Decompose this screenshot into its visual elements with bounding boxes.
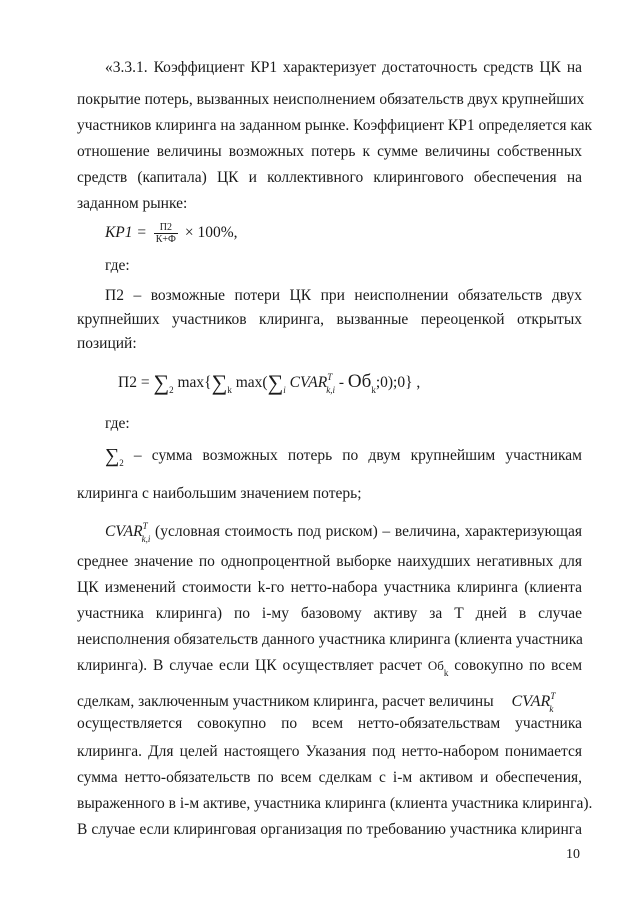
cvar-def-line-12: В случае если клиринговая организация по требованию участника клиринга <box>77 821 582 838</box>
formula-p2-cvar: CVAR <box>289 374 328 391</box>
paragraph-1-line-1: «3.3.1. Коэффициент КР1 характеризует достаточность средств ЦК на <box>105 59 582 76</box>
sum-symbol-k: ∑ <box>211 370 228 395</box>
where-label-1: где: <box>105 257 130 274</box>
sum-i-subscript: i <box>283 385 286 395</box>
formula-p2 <box>118 370 420 396</box>
formula-kr1-lhs: КР1 = <box>105 224 147 242</box>
formula-kr1-numerator: П2 <box>154 222 178 234</box>
formula-p2-lhs: П2 = <box>118 374 150 391</box>
cvar-def-line-6 <box>77 656 582 683</box>
formula-p2-cvar-sub: k,i <box>326 385 335 395</box>
formula-kr1-rhs: × 100%, <box>184 224 238 242</box>
cvar-def-line-6b: совокупно по всем <box>454 657 583 674</box>
sum-symbol-i: ∑ <box>267 370 284 395</box>
paragraph-2-line-3: позиций: <box>77 335 137 352</box>
formula-p2-cvar-sup: T <box>327 372 333 382</box>
cvar-def-line-5: неисполнения обязательств данного участника клиринга (клиента участника <box>77 631 583 648</box>
cvar-def-sup: T <box>142 521 148 531</box>
cvar-def-term-2-sub: k <box>549 704 554 714</box>
cvar-def-term-2-sup: T <box>550 691 556 701</box>
cvar-def-line-4: участника клиринга) по i-му базовому активу за Т дней в случае <box>77 605 582 622</box>
cvar-def-ob-sub: k <box>443 668 449 678</box>
cvar-def-line-6a: клиринга). В случае если ЦК осуществляет расчет <box>77 657 422 674</box>
formula-kr1-denominator: К+Ф <box>155 234 176 245</box>
sigma-def-line-2: клиринга с наибольшим значением потерь; <box>77 485 362 502</box>
cvar-def-first-line: (условная стоимость под риском) – величина, характеризующая <box>155 523 582 540</box>
formula-p2-ob-sub: k <box>371 385 376 395</box>
formula-p2-max1: max{ <box>177 374 212 391</box>
paragraph-2-line-1: П2 – возможные потери ЦК при неисполнении обязательств двух <box>105 287 582 304</box>
cvar-def-line-3: ЦК изменений стоимости k-го нетто-набора участника клиринга (клиента <box>77 579 582 596</box>
formula-p2-ob: Об <box>347 371 372 392</box>
formula-p2-minus: - <box>335 374 348 391</box>
sum-outer-subscript: 2 <box>169 385 174 395</box>
paragraph-2-line-2: крупнейших участников клиринга, вызванные переоценкой открытых <box>77 311 582 328</box>
paragraph-1-line-6: заданном рынке: <box>77 195 188 212</box>
paragraph-1-line-4: отношение величины возможных потерь к сумме величины собственных <box>77 143 582 160</box>
sum-k-subscript: k <box>227 385 232 395</box>
paragraph-1-line-5: средств (капитала) ЦК и коллективного клирингового обеспечения на <box>77 169 582 186</box>
cvar-def-line-8: осуществляется совокупно по всем нетто-обязательствам участника <box>77 715 582 732</box>
cvar-def-line-9: клиринга. Для целей настоящего Указания под нетто-набором понимается <box>77 743 582 760</box>
paragraph-1-line-2: покрытие потерь, вызванных неисполнением обязательств двух крупнейших <box>77 91 585 108</box>
page-number: 10 <box>566 847 580 862</box>
paragraph-1-line-3: участников клиринга на заданном рынке. Коэффициент КР1 определяется как <box>77 117 593 134</box>
cvar-def-line-10: сумма нетто-обязательств по всем сделкам с i-м активом и обеспечения, <box>77 769 582 786</box>
sigma-def-text-1: – сумма возможных потерь по двум крупнейшим участникам <box>133 447 582 464</box>
cvar-def-line-11: выраженного в i-м активе, участника клиринга (клиента участника клиринга). <box>77 795 593 812</box>
formula-kr1-fraction <box>154 222 178 245</box>
sum-symbol-def: ∑ <box>105 445 120 467</box>
cvar-def-ob: Об <box>427 658 444 673</box>
cvar-def-line-7-text: сделкам, заключенным участником клиринга, расчет величины <box>77 693 494 710</box>
cvar-def-term: CVAR <box>105 523 143 540</box>
sum-symbol-outer: ∑ <box>153 370 170 395</box>
cvar-def-line-1 <box>105 516 582 549</box>
sigma-def-line-1 <box>105 446 582 473</box>
cvar-def-line-2: среднее значение по однопроцентной выборке наихудших негативных для <box>77 553 582 570</box>
formula-p2-tail: ;0);0} , <box>375 374 421 391</box>
where-label-2: где: <box>105 415 130 432</box>
formula-p2-max2: max( <box>235 374 268 391</box>
formula-kr1 <box>105 222 237 245</box>
cvar-def-term-2: CVAR <box>511 693 551 710</box>
sum-def-subscript: 2 <box>119 458 124 468</box>
cvar-def-sub: k,i <box>141 534 151 544</box>
